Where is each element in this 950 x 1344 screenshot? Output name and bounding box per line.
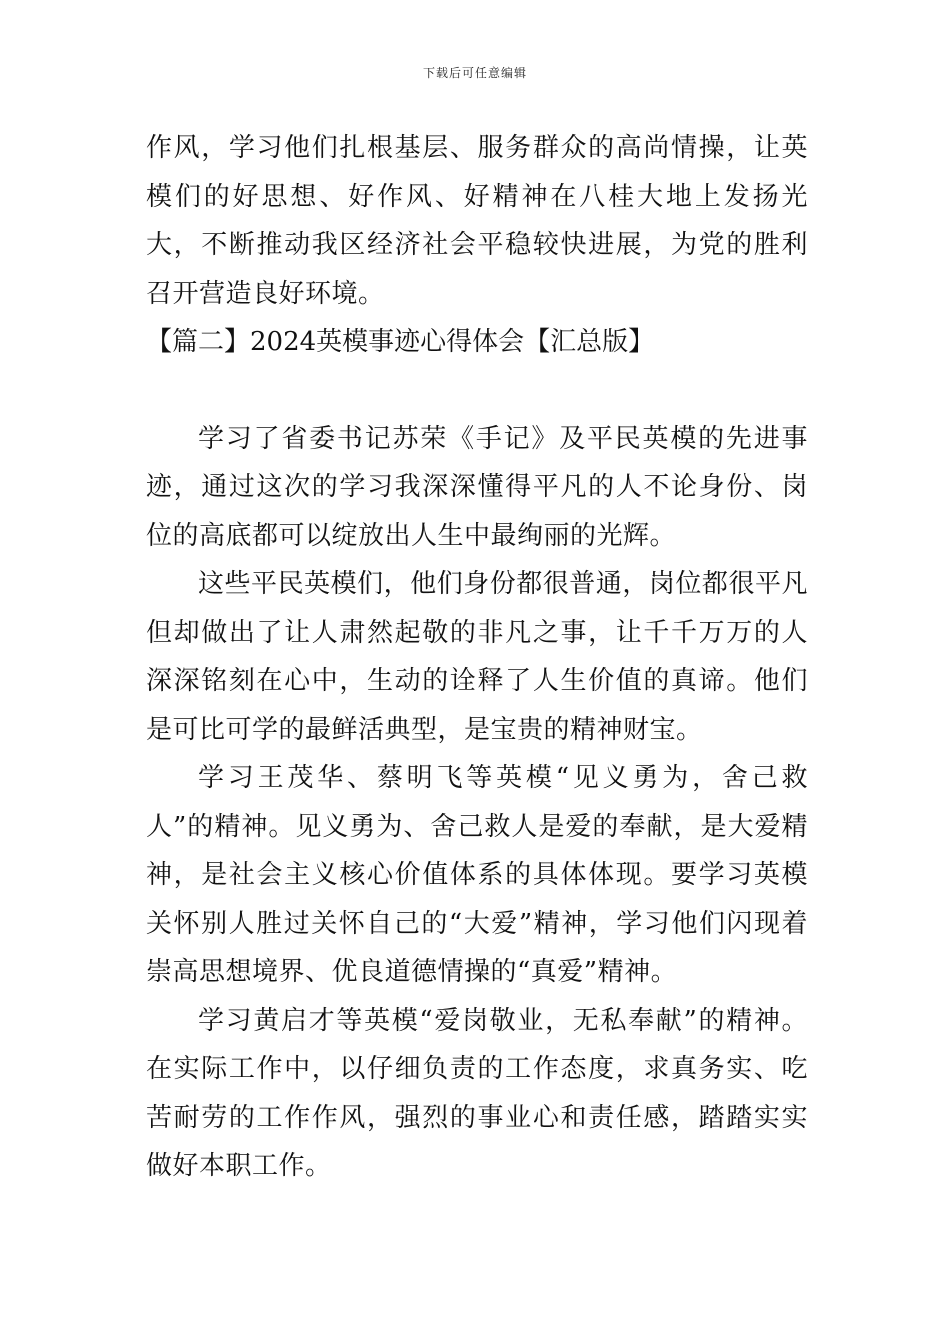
section-title: 【篇二】2024英模事迹心得体会【汇总版】 [146,327,655,357]
paragraph-3: 学习王茂华、蔡明飞等英模“见义勇为，舍己救人”的精神。见义勇为、舍己救人是爱的奉献，是大爱精神，是社会主义核心价值体系的具体体现。要学习英模关怀别人胜过关怀自己的“大爱”精神，学习他们闪现着崇高思想境界、优良道德情操的“真爱”精神。 [146,763,808,987]
paragraph-1: 学习了省委书记苏荣《手记》及平民英模的先进事迹，通过这次的学习我深深懂得平凡的人不论身份、岗位的高底都可以绽放出人生中最绚丽的光辉。 [146,423,808,551]
paragraph-continued: 作风，学习他们扎根基层、服务群众的高尚情操，让英模们的好思想、好作风、好精神在八桂大地上发扬光大，不断推动我区经济社会平稳较快进展，为党的胜利召开营造良好环境。 [146,133,808,309]
blank-line [146,367,808,415]
page-header-note: 下载后可任意编辑 [422,66,527,80]
document-body [146,124,808,1191]
paragraph-4: 学习黄启才等英模“爱岗敬业，无私奉献”的精神。在实际工作中，以仔细负责的工作态度，求真务实、吃苦耐劳的工作作风，强烈的事业心和责任感，踏踏实实做好本职工作。 [146,1005,808,1181]
paragraph-2: 这些平民英模们，他们身份都很普通，岗位都很平凡但却做出了让人肃然起敬的非凡之事，让千千万万的人深深铭刻在心中，生动的诠释了人生价值的真谛。他们是可比可学的最鲜活典型，是宝贵的精神财宝。 [146,569,808,745]
